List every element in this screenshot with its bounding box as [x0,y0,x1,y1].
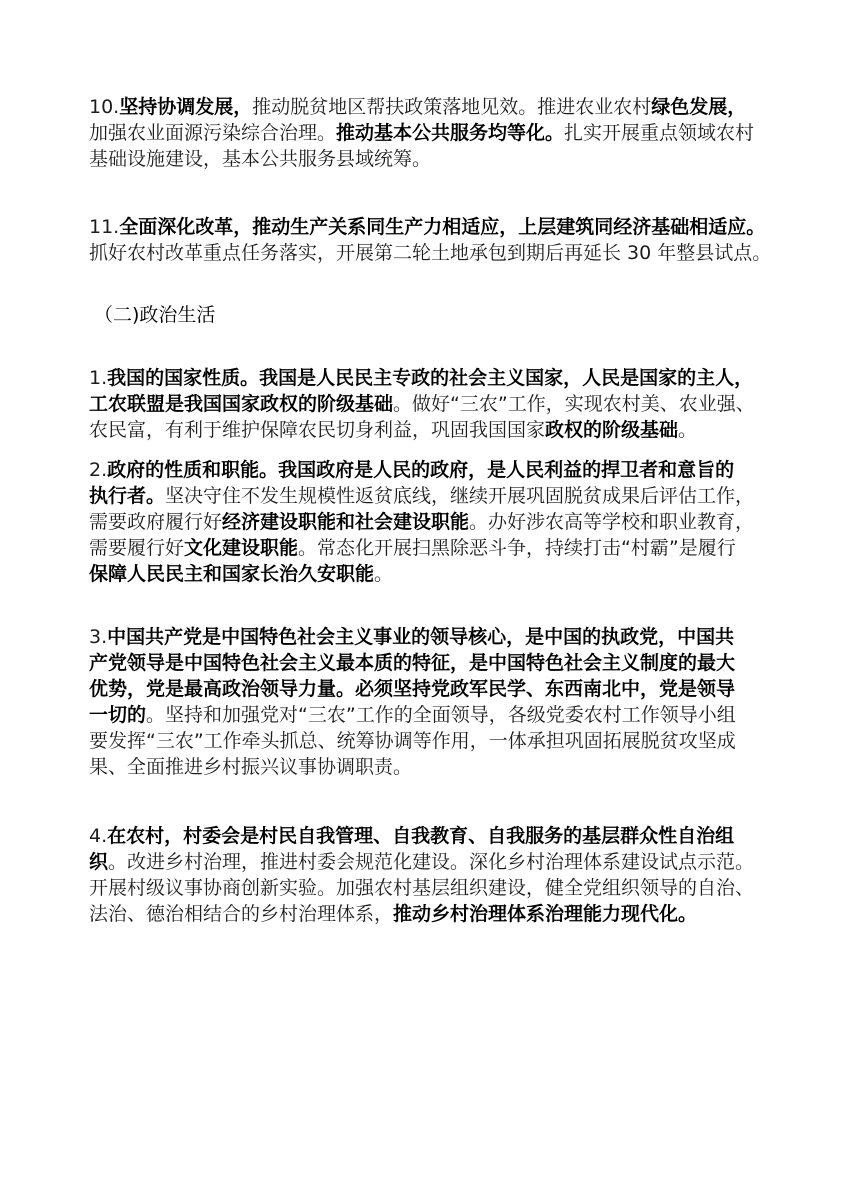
text-run: 。 [678,419,698,441]
text-run: 扎实开展重点领域农村 [564,122,755,144]
text-run: 。常态化开展扫黑除恶斗争，持续打击“村霸”是履行 [298,537,736,559]
bold-text-run: 政府的性质和职能。我国政府是人民的政府，是人民利益的捍卫者和意旨的 [107,459,735,481]
item-2-government-functions [89,457,779,587]
text-line [89,754,779,780]
bold-text-run: 执行者。 [89,485,166,507]
text-line [89,728,779,754]
paragraph-11 [89,214,779,266]
text-run: 需要履行好 [89,537,185,559]
text-run: 推动脱贫地区帮扶政策落地见效。推进农业农村 [252,96,652,118]
bold-text-run: 工农联盟是我国国家政权的阶级基础 [89,393,394,415]
text-run: 11. [89,216,120,238]
bold-text-run: 中国共产党是中国特色社会主义事业的领导核心，是中国的执政党，中国共 [107,626,735,648]
text-line [89,483,779,509]
text-run: 开展村级议事协商创新实验。加强农村基层组织建设，健全党组织领导的自治、 [89,877,755,899]
bold-text-run: 文化建设职能 [184,537,299,559]
text-run: 。 [374,563,394,585]
text-line [89,94,779,120]
text-line [89,417,779,443]
bold-text-run: 织 [89,851,109,873]
text-line [89,823,779,849]
text-run: 。改进乡村治理，推进村委会规范化建设。深化乡村治理体系建设试点示范。 [108,851,755,873]
item-1-state-nature [89,365,779,443]
bold-text-run: 政权的阶级基础 [545,419,679,441]
text-run: 。做好“三农”工作，实现农村美、农业强、 [393,393,755,415]
bold-text-run: 坚持协调发展， [119,96,253,118]
text-run: 基础设施建设，基本公共服务县域统筹。 [89,148,432,170]
bold-text-run: 经济建设职能和社会建设职能 [222,511,470,533]
section-heading-political-life: （二)政治生活 [94,304,216,326]
bold-text-run: 保障人民民主和国家长治久安职能 [89,563,375,585]
text-line [89,457,779,483]
paragraph-10 [89,94,779,172]
text-line [89,676,779,702]
text-run: 抓好农村改革重点任务落实，开展第二轮土地承包到期后再延长 30 年整县试点。 [89,242,772,264]
bold-text-run: 产党领导是中国特色社会主义最本质的特征，是中国特色社会主义制度的最大 [89,652,736,674]
bold-text-run: 绿色发展， [651,96,747,118]
text-run: 加强农业面源污染综合治理。 [89,122,337,144]
bold-text-run: 我国的国家性质。我国是人民民主专政的社会主义国家，人民是国家的主人， [107,367,754,389]
text-run: 法治、德治相结合的乡村治理体系， [89,903,394,925]
bold-text-run: 全面深化改革，推动生产关系同生产力相适应，上层建筑同经济基础相适应。 [119,216,766,238]
bold-text-run: 在农村，村委会是村民自我管理、自我教育、自我服务的基层群众性自治组 [107,825,735,847]
text-run: 农民富，有利于维护保障农民切身利益，巩固我国国家 [89,419,546,441]
text-line [89,509,779,535]
text-run: 10. [89,96,120,118]
text-line [89,901,779,927]
text-line [89,561,779,587]
text-line [89,535,779,561]
text-run: 2. [89,459,108,481]
text-line [89,875,779,901]
text-run: 。办好涉农高等学校和职业教育， [469,511,755,533]
text-line [89,120,779,146]
text-run: 。坚持和加强党对“三农”工作的全面领导，各级党委农村工作领导小组 [146,704,736,726]
text-run: 需要政府履行好 [89,511,223,533]
text-line [89,624,779,650]
text-line [89,391,779,417]
text-line [89,240,779,266]
item-4-village-committee [89,823,779,927]
bold-text-run: 推动基本公共服务均等化。 [336,122,565,144]
text-line [89,146,779,172]
bold-text-run: 优势，党是最高政治领导力量。必须坚持党政军民学、东西南北中，党是领导 [89,678,736,700]
text-run: 要发挥“三农”工作牵头抓总、统筹协调等作用，一体承担巩固拓展脱贫攻坚成 [89,730,736,752]
text-line [89,365,779,391]
text-line [89,849,779,875]
text-line [89,650,779,676]
text-line [89,702,779,728]
text-run: 果、全面推进乡村振兴议事协调职责。 [89,756,413,778]
text-run: 4. [89,825,108,847]
item-3-party-leadership [89,624,779,780]
bold-text-run: 一切的 [89,704,147,726]
text-line [89,214,779,240]
text-run: 坚决守住不发生规模性返贫底线，继续开展巩固脱贫成果后评估工作， [165,485,755,507]
text-run: 1. [89,367,108,389]
bold-text-run: 推动乡村治理体系治理能力现代化。 [393,903,698,925]
text-run: 3. [89,626,108,648]
